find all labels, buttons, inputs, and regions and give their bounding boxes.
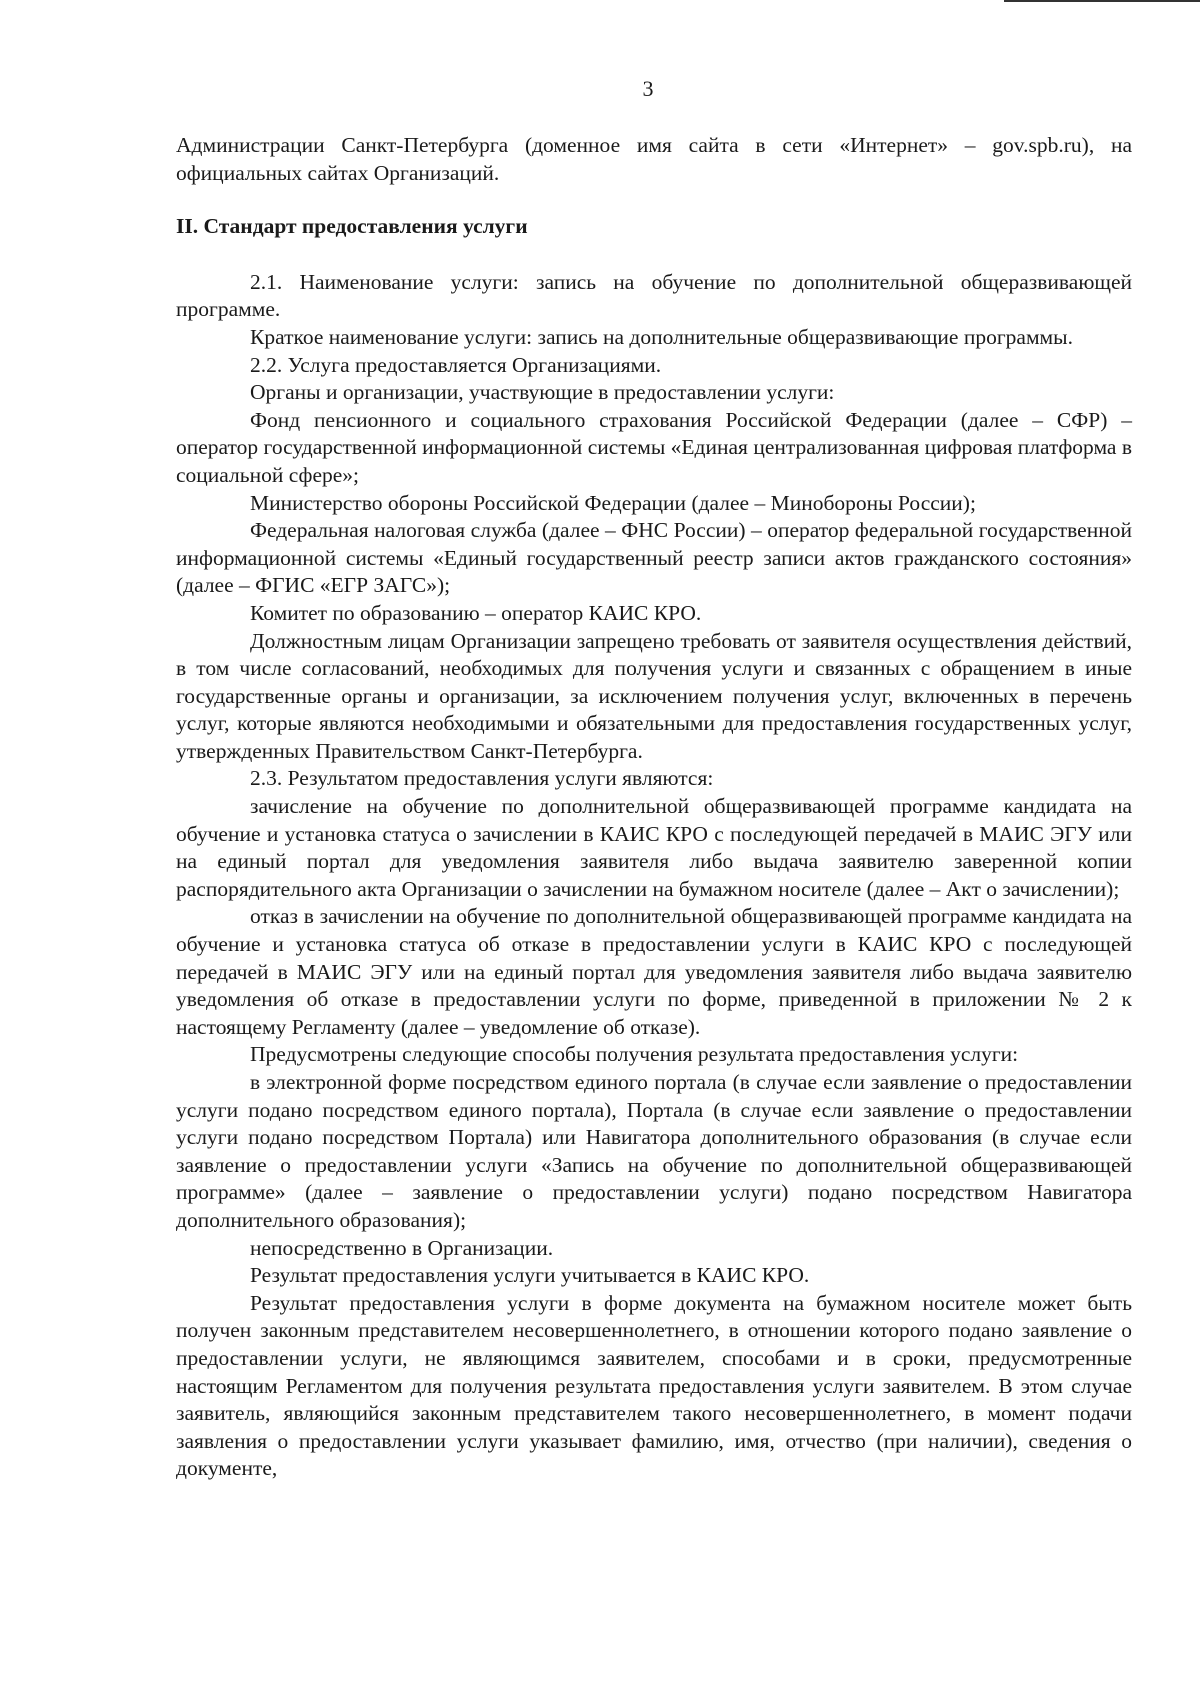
paragraph: Комитет по образованию – оператор КАИС КРО. <box>250 600 702 625</box>
paragraph: 2.3. Результатом предоставления услуги являются: <box>250 766 714 791</box>
paragraph: отказ в зачислении на обучение по дополнительной общеразвивающей программе кандидата на обучение и установка статуса об отказе в предоставлении услуги в КАИС КРО с последующей передачей в МАИС ЭГУ или на единый портал для уведомления заявителя либо выдача заявителю уведомления об отказе в предоставлении услуги по форме, приведенной в приложении № 2 к настоящему Регламенту (далее – уведомление об отказе). <box>176 904 1132 1039</box>
paragraph: Результат предоставления услуги в форме документа на бумажном носителе может быть получен законным представителем несовершеннолетнего, в отношении которого подано заявление о предоставлении услуги, не являющимся заявителем, способами и в сроки, предусмотренные настоящим Регламентом для получения результата предоставления услуги заявителем. В этом случае заявитель, являющийся законным представителем такого несовершеннолетнего, в момент подачи заявления о предоставлении услуги указывает фамилию, имя, отчество (при наличии), сведения о документе, <box>176 1290 1132 1481</box>
paragraph: Должностным лицам Организации запрещено требовать от заявителя осуществления действий, в том числе согласований, необходимых для получения услуги и связанных с обращением в иные государственные органы и организации, за исключением получения услуг, включенных в перечень услуг, которые являются необходимыми и обязательными для предоставления государственных услуг, утвержденных Правительством Санкт-Петербурга. <box>176 628 1132 763</box>
top-rule <box>1004 0 1200 2</box>
section-heading: II. Стандарт предоставления услуги <box>176 214 528 239</box>
paragraph: 2.1. Наименование услуги: запись на обучение по дополнительной общеразвивающей программе. <box>176 269 1132 322</box>
paragraph: Федеральная налоговая служба (далее – ФНС России) – оператор федеральной государственной информационной системы «Единый государственный реестр записи актов гражданского состояния» (далее – ФГИС «ЕГР ЗАГС»); <box>176 518 1132 598</box>
paragraph: в электронной форме посредством единого портала (в случае если заявление о предоставлении услуги подано посредством единого портала), Портала (в случае если заявление о предоставлении услуги подано посредством Портала) или Навигатора дополнительного образования (в случае если заявление о предоставлении услуги «Запись на обучение по дополнительной общеразвивающей программе» (далее – заявление о предоставлении услуги) подано посредством Навигатора дополнительного образования); <box>176 1070 1132 1232</box>
document-body <box>176 132 1132 1483</box>
paragraph: Краткое наименование услуги: запись на дополнительные общеразвивающие программы. <box>250 324 1073 349</box>
paragraph: непосредственно в Организации. <box>250 1235 554 1260</box>
paragraph: Министерство обороны Российской Федерации (далее – Минобороны России); <box>250 490 976 515</box>
paragraph: Результат предоставления услуги учитывается в КАИС КРО. <box>250 1263 810 1288</box>
page-number: 3 <box>642 76 654 101</box>
paragraph: Предусмотрены следующие способы получения результата предоставления услуги: <box>250 1042 1019 1067</box>
paragraph: Органы и организации, участвующие в предоставлении услуги: <box>250 380 835 405</box>
paragraph: Фонд пенсионного и социального страхования Российской Федерации (далее – СФР) – оператор государственной информационной системы «Единая централизованная цифровая платформа в социальной сфере»; <box>176 407 1132 487</box>
paragraph: 2.2. Услуга предоставляется Организациями. <box>250 352 662 377</box>
paragraph: зачисление на обучение по дополнительной общеразвивающей программе кандидата на обучение и установка статуса о зачислении в КАИС КРО с последующей передачей в МАИС ЭГУ или на единый портал для уведомления заявителя либо выдача заявителю заверенной копии распорядительного акта Организации о зачислении на бумажном носителе (далее – Акт о зачислении); <box>176 794 1132 901</box>
paragraph-continuation: Администрации Санкт-Петербурга (доменное имя сайта в сети «Интернет» – gov.spb.ru), на официальных сайтах Организаций. <box>176 133 1132 185</box>
